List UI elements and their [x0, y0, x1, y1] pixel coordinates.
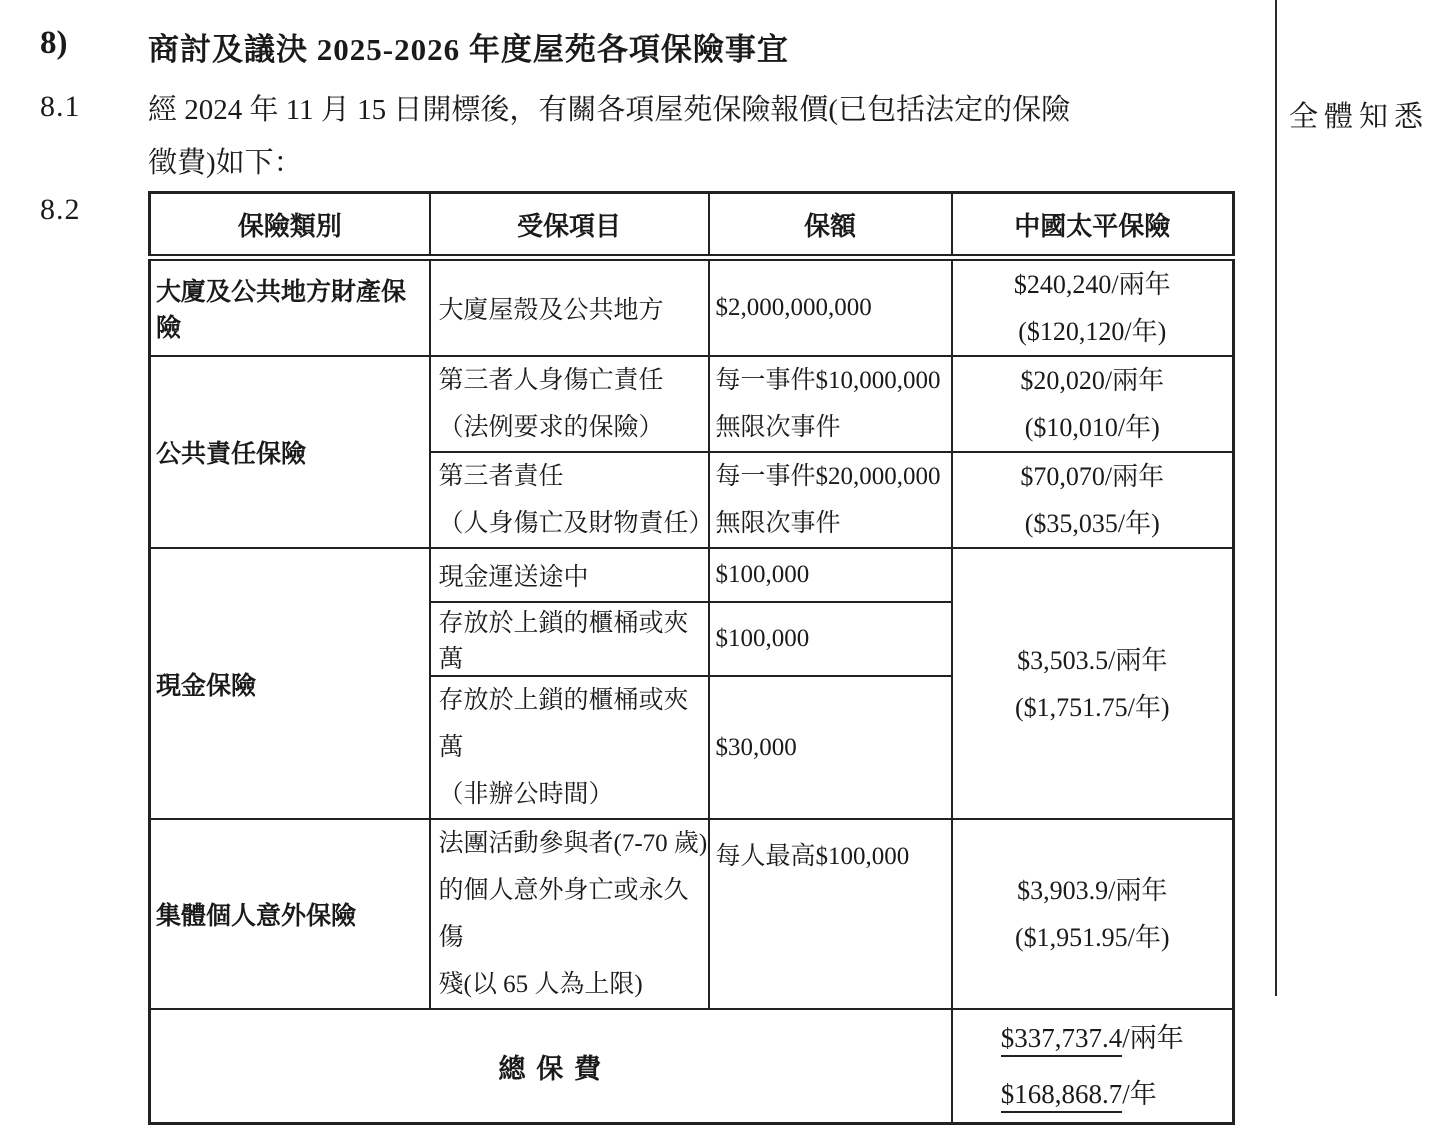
paragraph-8-1-line-1: 經 2024 年 11 月 15 日開標後，有關各項屋苑保險報價(已包括法定的保險 — [148, 94, 1071, 126]
price-biennial: $70,070/兩年 — [1020, 462, 1165, 491]
cell-line: 每一事件$20,000,000 — [715, 463, 941, 490]
cell-line: 無限次事件 — [715, 414, 841, 441]
table-row — [150, 548, 1234, 602]
margin-note: 全體知悉 — [1289, 101, 1430, 133]
total-biennial — [1001, 1010, 1184, 1066]
cell-total-price — [952, 1009, 1234, 1124]
cell-amount-cash-locked: $100,000 — [709, 602, 952, 676]
price-biennial: $3,903.9/兩年 — [1017, 876, 1168, 905]
cell-line: 殘(以 65 人為上限) — [438, 971, 643, 998]
cell-amount-property: $2,000,000,000 — [709, 258, 952, 357]
item-number-8-2: 8.2 — [40, 193, 81, 226]
header-insurance-category: 保險類別 — [150, 193, 430, 258]
cell-price-property — [952, 258, 1234, 357]
price-annual: ($120,120/年) — [1018, 317, 1167, 346]
price-biennial: $20,020/兩年 — [1020, 366, 1165, 395]
table-row — [150, 819, 1234, 1009]
cell-item-group-accident — [430, 819, 709, 1009]
cell-line: 無限次事件 — [715, 510, 841, 537]
cell-line: 的個人意外身亡或永久傷 — [438, 877, 689, 951]
price-annual: ($1,751.75/年) — [1014, 692, 1170, 722]
section-number: 8) — [40, 25, 68, 61]
header-insured-items: 受保項目 — [430, 193, 709, 258]
cell-category-group-accident: 集體個人意外保險 — [150, 819, 430, 1009]
table-total-row — [150, 1009, 1234, 1124]
item-number-8-1: 8.1 — [40, 90, 81, 123]
table-row — [150, 356, 1234, 452]
total-annual — [1001, 1066, 1184, 1122]
cell-category-public-liability: 公共責任保險 — [150, 356, 430, 548]
cell-item-third-party-injury — [430, 356, 709, 452]
section-title: 商討及議決 2025-2026 年度屋苑各項保險事宜 — [148, 32, 789, 67]
paragraph-8-1-line-2: 徵費)如下： — [148, 147, 303, 179]
cell-item-property: 大廈屋殼及公共地方 — [430, 258, 709, 357]
table-row — [150, 258, 1234, 357]
total-annual-amount: $168,868.7 — [1001, 1079, 1123, 1113]
cell-amount-group-accident: 每人最高$100,000 — [709, 819, 952, 1009]
cell-line: （人身傷亡及財物責任） — [438, 510, 714, 537]
cell-amount-cash-in-transit: $100,000 — [709, 548, 952, 602]
cell-amount-third-party-liability — [709, 452, 952, 548]
cell-amount-cash-locked-nonoffice: $30,000 — [709, 676, 952, 819]
cell-line: 存放於上鎖的櫃桶或夾萬 — [438, 687, 689, 761]
total-biennial-amount: $337,737.4 — [1001, 1023, 1123, 1057]
price-biennial: $3,503.5/兩年 — [1017, 645, 1168, 675]
cell-price-third-party-injury — [952, 356, 1234, 452]
cell-item-cash-locked-nonoffice — [430, 676, 709, 819]
cell-item-third-party-liability — [430, 452, 714, 548]
cell-line: 每一事件$10,000,000 — [715, 367, 941, 394]
price-biennial: $240,240/兩年 — [1013, 270, 1171, 299]
cell-price-group-accident — [952, 819, 1234, 1009]
total-annual-suffix: /年 — [1122, 1079, 1157, 1109]
cell-category-property: 大廈及公共地方財產保險 — [150, 258, 430, 357]
paragraph-8-1 — [148, 84, 1070, 190]
cell-line: 第三者人身傷亡責任 — [438, 367, 664, 394]
table-header-row — [150, 193, 1234, 258]
cell-item-cash-locked: 存放於上鎖的櫃桶或夾萬 — [430, 602, 709, 676]
cell-line: （法例要求的保險） — [438, 414, 664, 441]
cell-total-label: 總 保 費 — [150, 1009, 952, 1124]
price-annual: ($35,035/年) — [1024, 509, 1160, 538]
cell-amount-third-party-injury — [709, 356, 952, 452]
total-biennial-suffix: /兩年 — [1122, 1023, 1184, 1053]
cell-price-cash — [952, 548, 1234, 819]
header-china-taiping: 中國太平保險 — [952, 193, 1234, 258]
cell-item-cash-in-transit: 現金運送途中 — [430, 548, 709, 602]
insurance-quotes-table — [148, 191, 1235, 1125]
price-annual: ($10,010/年) — [1024, 413, 1160, 442]
cell-line: 法團活動參與者(7-70 歲) — [438, 830, 708, 857]
cell-line: 第三者責任 — [438, 463, 564, 490]
margin-divider-line — [1275, 0, 1277, 996]
cell-category-cash: 現金保險 — [150, 548, 430, 819]
cell-price-third-party-liability — [952, 452, 1234, 548]
cell-line: （非辦公時間） — [438, 781, 614, 808]
price-annual: ($1,951.95/年) — [1014, 923, 1170, 952]
header-sum-insured: 保額 — [709, 193, 952, 258]
